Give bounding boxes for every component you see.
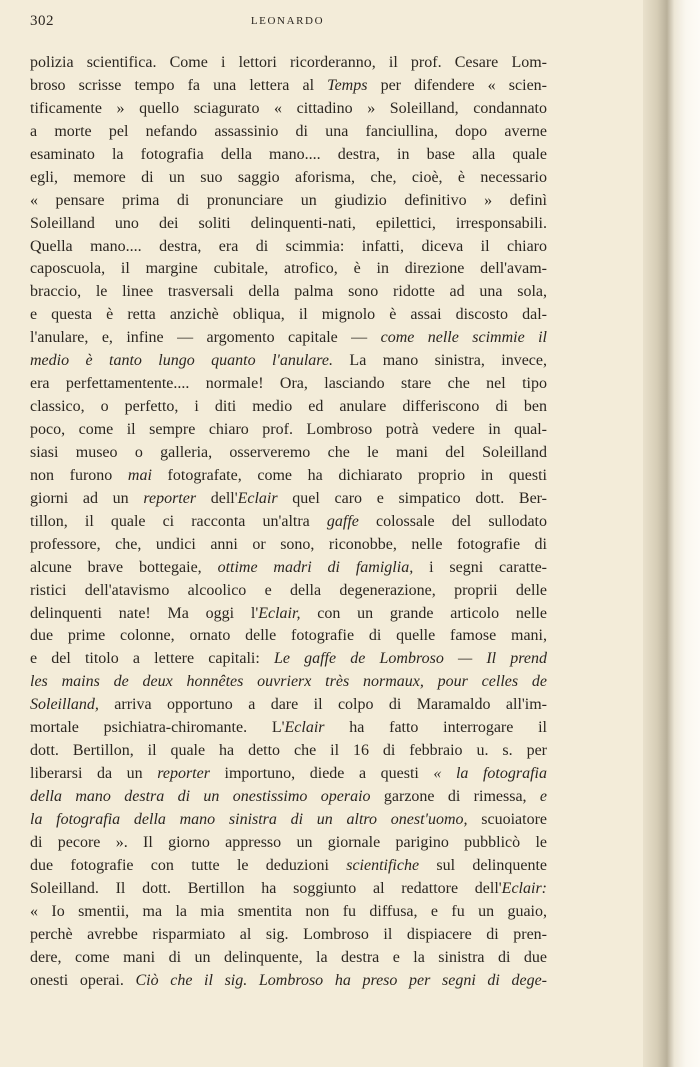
text-segment: mortale psichiatra-chiromante. L' — [30, 719, 285, 737]
text-line — [30, 304, 547, 327]
text-line — [30, 625, 547, 648]
italic-segment: Eclair — [237, 489, 278, 507]
italic-segment: gaffe — [326, 512, 359, 530]
text-segment: di pecore ». Il giorno appresso un giornale parigino pubblicò le — [30, 833, 547, 851]
italic-segment: e — [539, 788, 547, 805]
italic-segment: la fotografia della mano sinistra di un altro onest'uomo, — [30, 810, 468, 828]
italic-segment: « la fotografia — [433, 765, 547, 783]
text-line — [30, 52, 547, 75]
text-segment: con un grande articolo nelle — [300, 604, 547, 622]
text-line — [30, 924, 547, 947]
text-segment: egli, memore di un suo saggio aforisma, che, cioè, è necessario — [30, 168, 547, 186]
italic-segment: medio è tanto lungo quanto l'anulare. — [30, 352, 334, 370]
text-segment: liberarsi da un — [30, 765, 158, 783]
text-segment: siasi museo o galleria, osserveremo che le mani del Soleilland — [30, 443, 547, 461]
italic-segment: della mano destra di un onestissimo operaio — [30, 788, 371, 805]
text-segment: colossale del sullodato — [358, 512, 547, 530]
text-line — [30, 740, 547, 763]
text-segment: tillon, il quale ci racconta un'altra — [30, 512, 327, 530]
text-line — [30, 236, 547, 259]
text-line — [30, 442, 547, 465]
text-segment: alcune brave bottegaie, — [30, 558, 218, 576]
text-segment: sul delinquente — [419, 856, 547, 874]
italic-segment: mai — [127, 466, 152, 484]
text-segment: i segni caratte- — [413, 558, 547, 576]
italic-segment: scientifiche — [346, 856, 420, 874]
text-line — [30, 281, 547, 304]
text-line — [30, 419, 547, 442]
italic-segment: reporter — [143, 489, 197, 507]
text-segment: Soleilland. Il dott. Bertillon ha soggiunto al redattore dell' — [30, 879, 502, 897]
text-line — [30, 901, 547, 924]
text-segment: « Io smentii, ma la mia smentita non fu diffusa, e fu un guaio, — [30, 902, 547, 920]
text-segment: importuno, diede a questi — [209, 765, 434, 783]
text-segment: esaminato la fotografia della mano.... destra, in base alla quale — [30, 145, 547, 163]
text-line — [30, 75, 547, 98]
text-segment: professore, che, undici anni or sono, riconobbe, nelle fotografie di — [30, 535, 547, 553]
text-line — [30, 717, 547, 740]
text-line — [30, 190, 547, 213]
text-segment: braccio, le linee trasversali della palma sono ridotte ad una sola, — [30, 283, 547, 301]
text-segment: fotografate, come ha dichiarato proprio in questi — [151, 466, 547, 484]
text-segment: poco, come il sempre chiaro prof. Lombroso potrà vedere in qual- — [30, 421, 547, 438]
text-segment: ha fatto interrogare il — [324, 719, 547, 737]
italic-segment: ottime madri di famiglia, — [217, 558, 414, 576]
text-line — [30, 144, 547, 167]
italic-segment: Soleilland, — [30, 696, 99, 714]
text-segment: classico, o perfetto, i diti medio ed anulare differiscono di ben — [30, 398, 547, 416]
text-segment: due fotografie con tutte le deduzioni — [30, 856, 347, 874]
italic-segment: Ciò che il sig. Lombroso ha preso per segni di dege- — [135, 971, 547, 989]
text-segment: dere, come mani di un delinquente, la destra e la sinistra di due — [30, 948, 547, 966]
italic-segment: Eclair, — [258, 604, 301, 622]
text-segment: due prime colonne, ornato delle fotografie di quelle famose mani, — [30, 627, 547, 645]
text-segment: l'anulare, e, infine — argomento capitale — — [30, 329, 381, 347]
text-line — [30, 511, 547, 534]
text-segment: era perfettamentente.... normale! Ora, lasciando stare che nel tipo — [30, 375, 547, 393]
text-line — [30, 832, 547, 855]
text-segment: dell' — [196, 489, 238, 507]
text-segment: e questa è retta anzichè obliqua, il mignolo è assai discosto dal- — [30, 306, 547, 324]
text-line — [30, 947, 547, 970]
text-segment: Soleilland uno dei soliti delinquenti-nati, epilettici, irresponsabili. — [30, 214, 547, 232]
text-segment: quel caro e simpatico dott. Ber- — [277, 489, 547, 507]
page-number: 302 — [30, 13, 54, 29]
italic-segment: Temps — [327, 76, 368, 94]
text-line — [30, 373, 547, 396]
text-line — [30, 648, 547, 671]
text-segment: onesti operai. — [30, 971, 136, 989]
text-line — [30, 580, 547, 603]
text-segment: caposcuola, il margine cubitale, atrofico, è in direzione dell'avam- — [30, 260, 547, 278]
italic-segment: Le gaffe de Lombroso — Il prend — [273, 650, 547, 668]
text-line — [30, 396, 547, 419]
text-line — [30, 603, 547, 626]
running-head: LEONARDO — [250, 15, 325, 27]
text-segment: garzone di rimessa, — [370, 788, 540, 805]
text-line — [30, 488, 547, 511]
text-segment: La mano sinistra, invece, — [333, 352, 547, 370]
text-line — [30, 121, 547, 144]
text-line — [30, 465, 547, 488]
text-line — [30, 213, 547, 236]
text-segment: e del titolo a lettere capitali: — [30, 650, 274, 668]
text-segment: non furono — [30, 466, 128, 484]
italic-segment: come nelle scimmie il — [380, 329, 547, 347]
text-line — [30, 763, 547, 786]
text-segment: arriva opportuno a dare il colpo di Maramaldo all'im- — [98, 696, 547, 714]
text-segment: perchè avrebbe risparmiato al sig. Lombroso il dispiacere di pren- — [30, 925, 547, 943]
italic-segment: les mains de deux honnêtes ouvrierx très normaux, pour celles de — [30, 673, 547, 691]
text-line — [30, 350, 547, 373]
text-segment: delinquenti nate! Ma oggi l' — [30, 604, 259, 622]
text-line — [30, 855, 547, 878]
italic-segment: Eclair — [284, 719, 325, 737]
text-segment: Quella mano.... destra, era di scimmia: infatti, diceva il chiaro — [30, 237, 547, 255]
page-gutter — [643, 0, 700, 1067]
text-segment: ristici dell'atavismo alcoolico e della degenerazione, proprii delle — [30, 581, 547, 599]
body-text — [30, 52, 547, 992]
text-segment: broso scrisse tempo fa una lettera al — [30, 76, 328, 94]
text-line — [30, 786, 547, 809]
text-segment: per difendere « scien- — [367, 76, 547, 94]
italic-segment: reporter — [157, 765, 210, 783]
text-segment: a morte pel nefando assassinio di una fanciullina, dopo averne — [30, 122, 547, 140]
text-line — [30, 878, 547, 901]
text-line — [30, 557, 547, 580]
text-segment: tificamente » quello sciagurato « cittadino » Soleilland, condannato — [30, 99, 547, 117]
text-line — [30, 694, 547, 717]
text-line — [30, 327, 547, 350]
text-line — [30, 534, 547, 557]
text-segment: « pensare prima di pronunciare un giudizio definitivo » definì — [30, 191, 547, 209]
text-segment: giorni ad un — [30, 489, 144, 507]
text-line — [30, 98, 547, 121]
text-line — [30, 809, 547, 832]
text-line — [30, 167, 547, 190]
text-segment: scuoiatore — [467, 810, 547, 828]
page-header — [30, 13, 545, 33]
text-line — [30, 258, 547, 281]
text-line — [30, 671, 547, 694]
text-line — [30, 970, 547, 993]
italic-segment: Eclair: — [501, 879, 547, 897]
text-segment: dott. Bertillon, il quale ha detto che il 16 di febbraio u. s. per — [30, 742, 547, 760]
text-segment: polizia scientifica. Come i lettori ricorderanno, il prof. Cesare Lom- — [30, 54, 547, 71]
